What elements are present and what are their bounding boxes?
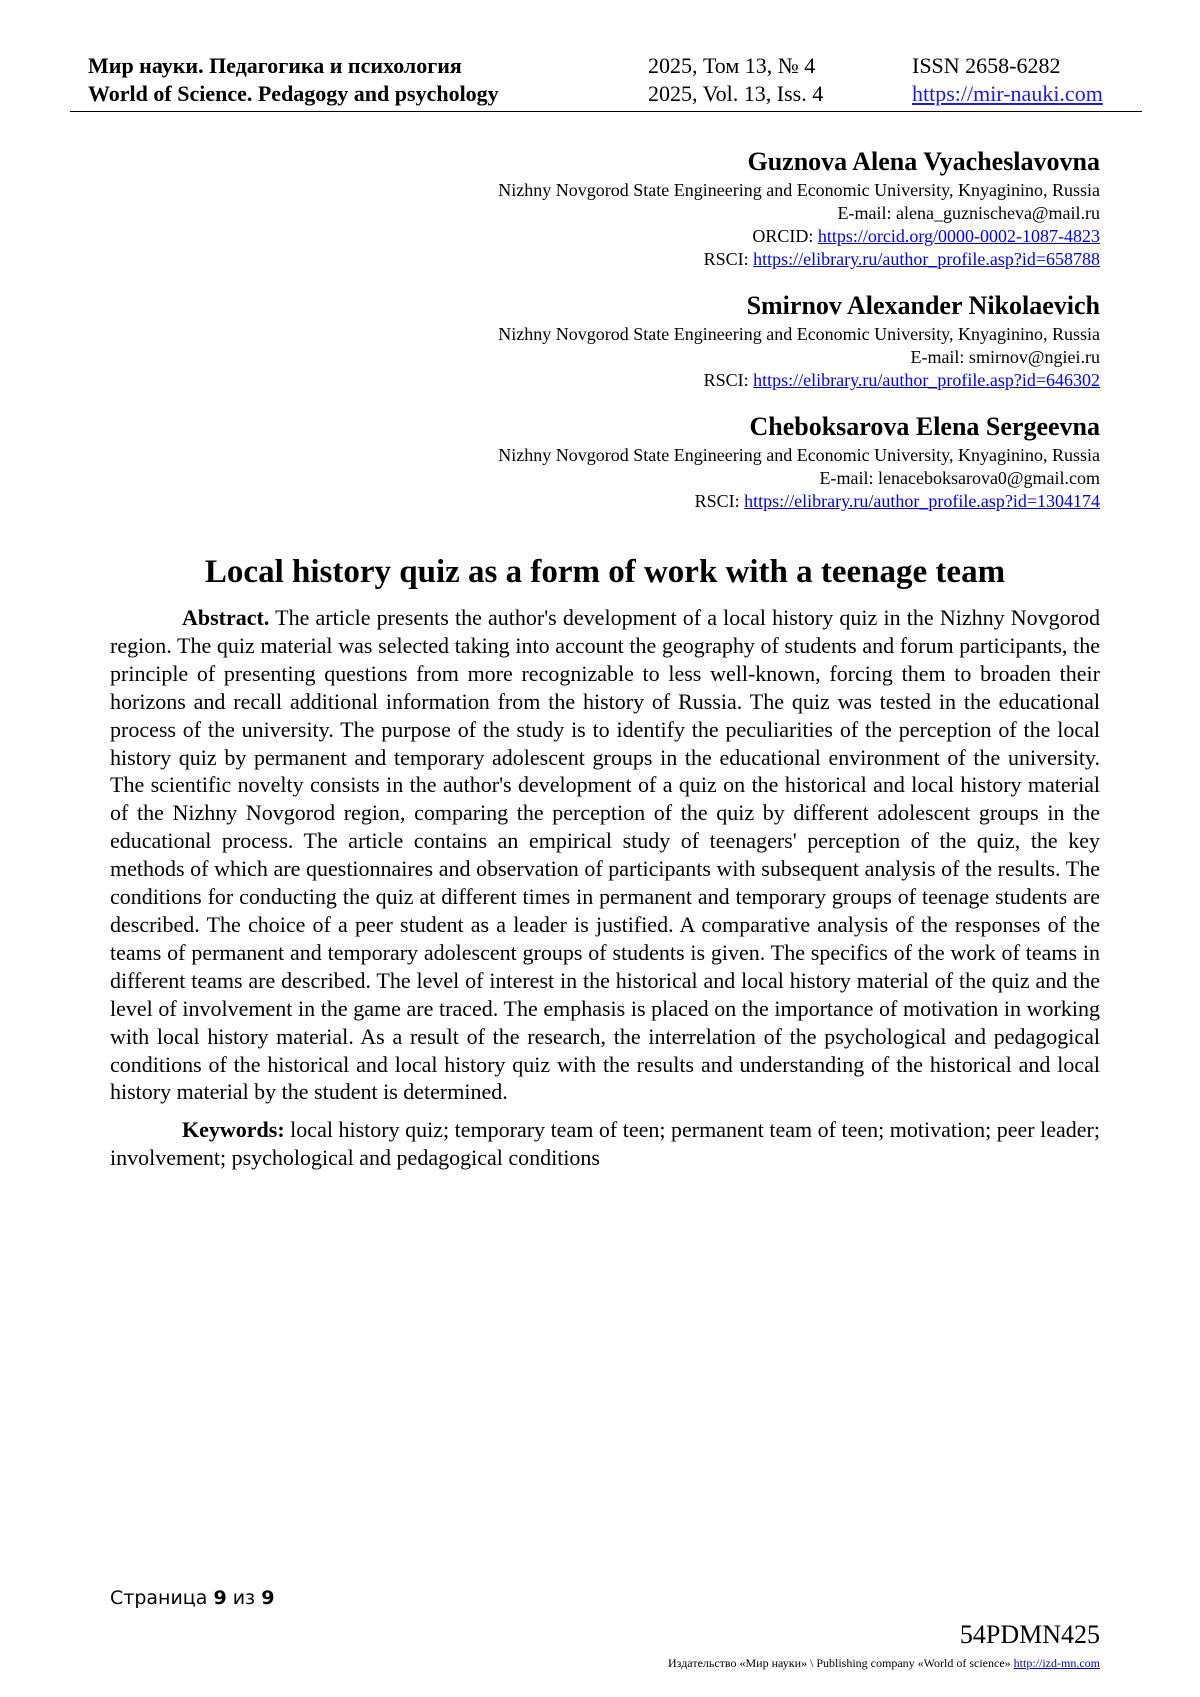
rsci-link[interactable]: https://elibrary.ru/author_profile.asp?id=1304174 bbox=[744, 491, 1100, 511]
journal-title bbox=[88, 52, 499, 108]
page-total: 9 bbox=[261, 1587, 275, 1609]
publisher-line bbox=[668, 1656, 1100, 1671]
article-code: 54PDMN425 bbox=[959, 1620, 1100, 1649]
author-affiliation: Nizhny Novgorod State Engineering and Economic University, Knyaginino, Russia bbox=[498, 180, 1100, 200]
author-email: E-mail: smirnov@ngiei.ru bbox=[910, 347, 1100, 367]
publisher-text: Издательство «Мир науки» \ Publishing company «World of science» bbox=[668, 1656, 1014, 1670]
author-rsci bbox=[300, 248, 1100, 271]
issn-block bbox=[912, 52, 1103, 108]
journal-site-link[interactable]: https://mir-nauki.com bbox=[912, 81, 1103, 106]
issue-info bbox=[648, 52, 823, 108]
issn: ISSN 2658-6282 bbox=[912, 53, 1061, 78]
author-name: Guznova Alena Vyacheslavovna bbox=[747, 147, 1100, 176]
journal-title-ru: Мир науки. Педагогика и психология bbox=[88, 53, 462, 78]
issue-en: 2025, Vol. 13, Iss. 4 bbox=[648, 81, 824, 106]
author-email: E-mail: alena_guznischeva@mail.ru bbox=[837, 203, 1100, 223]
article-title: Local history quiz as a form of work with a teenage team bbox=[204, 554, 1006, 590]
keywords-label: Keywords: bbox=[182, 1117, 285, 1143]
rsci-link[interactable]: https://elibrary.ru/author_profile.asp?id=646302 bbox=[753, 370, 1100, 390]
abstract-paragraph bbox=[110, 604, 1100, 1106]
keywords-paragraph bbox=[110, 1116, 1100, 1172]
rsci-label: RSCI: bbox=[703, 249, 754, 269]
author-affiliation: Nizhny Novgorod State Engineering and Economic University, Knyaginino, Russia bbox=[498, 324, 1100, 344]
orcid-label: ORCID: bbox=[752, 226, 818, 246]
rsci-link[interactable]: https://elibrary.ru/author_profile.asp?id=658788 bbox=[753, 249, 1100, 269]
author-name: Cheboksarova Elena Sergeevna bbox=[749, 412, 1100, 441]
author-email: E-mail: lenaceboksarova0@gmail.com bbox=[819, 468, 1100, 488]
publisher-link[interactable]: http://izd-mn.com bbox=[1013, 1656, 1100, 1670]
article-body bbox=[110, 604, 1100, 1172]
header-divider bbox=[70, 111, 1142, 112]
author-orcid bbox=[300, 225, 1100, 248]
author-rsci bbox=[300, 490, 1100, 513]
abstract-text: The article presents the author's development of a local history quiz in the Nizhny Novgorod region. The quiz material was selected taking into account the geography of students and forum participants, the principle of presenting questions from more recognizable to less well-known, forcing them to broaden their horizons and recall additional information from the history of Russia. The quiz was tested in the educational process of the university. The purpose of the study is to identify the peculiarities of the perception of the local history quiz by permanent and temporary adolescent groups in the educational environment of the university. The scientific novelty consists in the author's development of a quiz on the historical and local history material of the Nizhny Novgorod region, comparing the perception of the quiz by different adolescent groups in the educational process. The article contains an empirical study of teenagers' perception of the quiz, the key methods of which are questionnaires and observation of participants with subsequent analysis of the results. The conditions for conducting the quiz at different times in permanent and temporary groups of teenage students are described. The choice of a peer student as a leader is justified. A comparative analysis of the responses of the teams of permanent and temporary adolescent groups of students is given. The specifics of the work of teams in different teams are described. The level of interest in the historical and local history material of the quiz and the level of involvement in the game are traced. The emphasis is placed on the importance of motivation in working with local history material. As a result of the research, the interrelation of the psychological and pedagogical conditions of the historical and local history quiz with the results and understanding of the historical and local history material by the student is determined. bbox=[110, 605, 1100, 1105]
keywords-text: local history quiz; temporary team of teen; permanent team of teen; motivation; peer leader; involvement; psychological and pedagogical conditions bbox=[110, 1117, 1100, 1171]
author-block bbox=[300, 410, 1100, 513]
journal-header bbox=[70, 52, 1142, 112]
orcid-link[interactable]: https://orcid.org/0000-0002-1087-4823 bbox=[817, 226, 1100, 246]
author-rsci bbox=[300, 369, 1100, 392]
page-prefix: Страница bbox=[110, 1587, 214, 1609]
page-current: 9 bbox=[213, 1587, 227, 1609]
author-affiliation: Nizhny Novgorod State Engineering and Economic University, Knyaginino, Russia bbox=[498, 445, 1100, 465]
author-block bbox=[300, 145, 1100, 271]
page-number bbox=[110, 1587, 274, 1609]
author-block bbox=[300, 289, 1100, 392]
journal-title-en: World of Science. Pedagogy and psychology bbox=[88, 81, 499, 106]
abstract-label: Abstract. bbox=[182, 605, 270, 630]
author-list bbox=[300, 145, 1100, 531]
rsci-label: RSCI: bbox=[703, 370, 754, 390]
issue-ru: 2025, Том 13, № 4 bbox=[648, 53, 816, 78]
rsci-label: RSCI: bbox=[694, 491, 745, 511]
page-mid: из bbox=[226, 1587, 262, 1609]
author-name: Smirnov Alexander Nikolaevich bbox=[746, 291, 1100, 320]
